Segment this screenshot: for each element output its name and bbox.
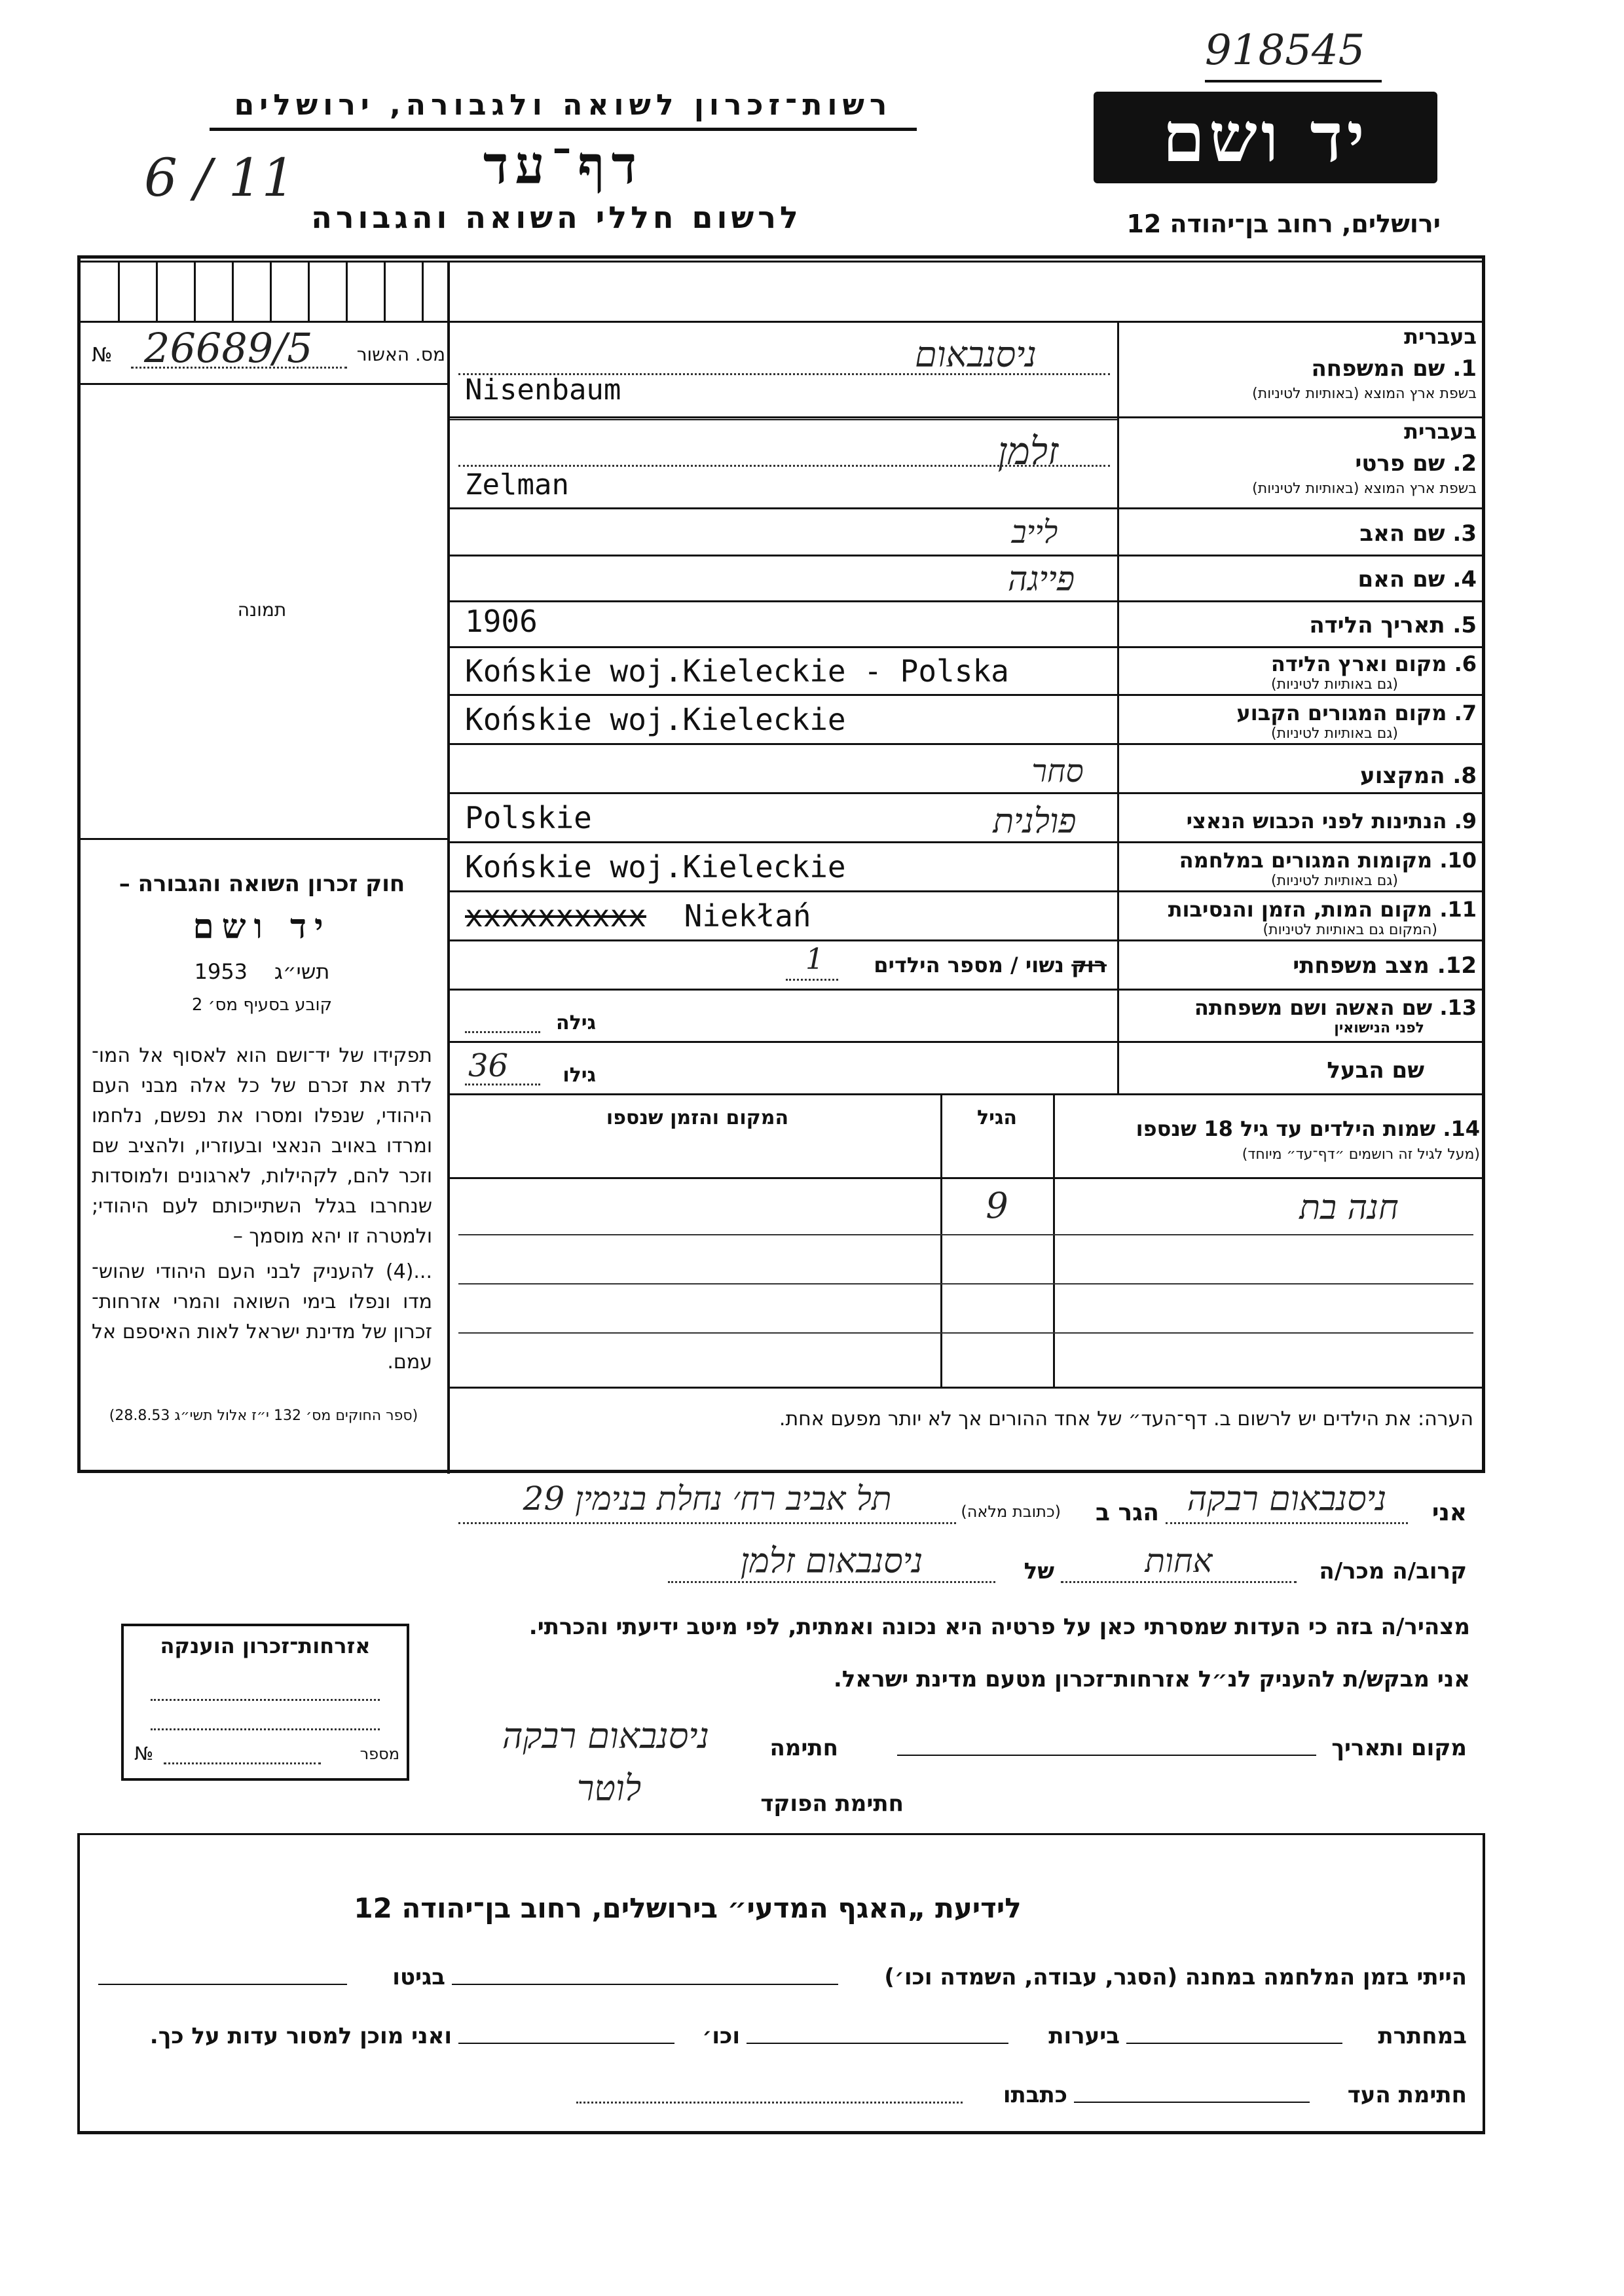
field-6-label: מקום וארץ הלידה (1270, 651, 1447, 676)
signature-value: ניסנבאום רבקה (502, 1715, 710, 1757)
field-2-num: 2. (1452, 450, 1477, 477)
declaration-relative-label: קרוב/ה מכר/ה (1319, 1558, 1467, 1584)
field-2-latin-sublabel: בשפת ארץ המוצא (באותיות לטיניות) (1252, 481, 1477, 497)
wife-age-label: גילה (556, 1011, 596, 1034)
law-title: חוק זכרון השואה והגבורה – (119, 871, 405, 897)
field-2-hebrew-sublabel: בעברית (1404, 419, 1477, 444)
field-7-num: 7. (1454, 701, 1477, 725)
logo-text: יד ושם (1162, 97, 1369, 177)
officer-value: לוטר (576, 1768, 642, 1809)
field-9-value-hebrew: פולנית (993, 802, 1077, 841)
field-7-label: מקום המגורים הקבוע (1236, 701, 1447, 725)
field-1-value-hebrew: ניסנבאום (915, 334, 1037, 375)
husband-age-label: גילו (563, 1064, 596, 1087)
field-12-label: מצב משפחתי (1293, 953, 1430, 979)
form-subtitle: לרשום חללי השואה והגבורה (311, 200, 802, 235)
bottom-title: לידיעת „האגף המדעי״ בירושלים, רחוב בן־יהודה 12 (354, 1892, 1022, 1924)
field-6-value: Końskie woj.Kieleckie - Polska (465, 653, 1009, 689)
declaration-i-label: אני (1431, 1499, 1467, 1526)
field-9-value: Polskie (465, 800, 592, 835)
bottom-line1-a: הייתי בזמן המלחמה במחנה (הסגר, עבודה, השמדה וכו׳) (884, 1964, 1467, 1990)
child-1-age: 9 (986, 1185, 1008, 1226)
field-11-value-struck: xxxxxxxxxx (465, 898, 646, 934)
field-11-sublabel: (המקום גם באותיות לטיניות) (1263, 922, 1437, 938)
bottom-line3-b: כתבתו (1003, 2082, 1067, 2108)
field-13-sublabel: לפני הנישואין (1334, 1020, 1424, 1036)
field-12-value-struck: רוק (1071, 953, 1107, 977)
citizenship-no-sign: № (134, 1743, 154, 1764)
field-8-label: המקצוע (1360, 763, 1445, 789)
field-11-label: מקום המות, הזמן והנסיבות (1168, 897, 1433, 922)
field-4-num: 4. (1452, 566, 1477, 592)
citizenship-title: אזרחות־זכרון הוענקה (160, 1633, 371, 1658)
declaration-statement-2: אני מבקש/ת להעניק לנ״ל אזרחות־זכרון מטעם מדינת ישראל. (833, 1666, 1470, 1692)
field-5-value: 1906 (465, 604, 538, 639)
law-year-line (85, 959, 439, 984)
field-3-label: שם האב (1359, 520, 1445, 547)
field-2-label: שם פרטי (1355, 450, 1445, 477)
field-9-num: 9. (1454, 809, 1477, 833)
husband-label: שם הבעל (1327, 1057, 1424, 1084)
field-12-value-text: נשוי / מספר הילדים (874, 953, 1065, 977)
field-10-num: 10. (1439, 848, 1477, 873)
field-8-num: 8. (1452, 763, 1477, 789)
field-10-label: מקומות המגורים במלחמה (1179, 848, 1433, 873)
field-6-sublabel: (גם באותיות לטיניות) (1271, 676, 1398, 693)
bottom-line2-a: במחתרת (1378, 2023, 1467, 2049)
bottom-line1-b: בגיטו (392, 1964, 445, 1990)
declaration-resident-label: הגר ב (1096, 1499, 1159, 1526)
law-text-2: ...(4) להעניק לבני העם היהודי שהוש־ מדו ונפלו בימי השואה והמרי אזרחות־ זכרון של מדינת ישראל לאות האיספם אל עמם. (92, 1260, 432, 1374)
children-place-header: המקום והזמן שנספו (606, 1106, 789, 1129)
field-13-num: 13. (1439, 995, 1477, 1020)
place-date-label: מקום ותאריך (1331, 1735, 1467, 1761)
field-1-latin-sublabel: בשפת ארץ המוצא (באותיות לטיניות) (1252, 386, 1477, 402)
field-10-sublabel: (גם באותיות לטיניות) (1271, 873, 1398, 889)
children-title: שמות הילדים עד גיל 18 שנספו (1135, 1116, 1436, 1141)
law-clause: קובע בסעיף מס׳ 2 (191, 995, 333, 1015)
field-13-label: שם האשה ושם משפחתה (1194, 995, 1433, 1020)
field-3-value-hebrew: לייב (1011, 514, 1058, 551)
field-1-hebrew-sublabel: בעברית (1404, 324, 1477, 349)
husband-age: 36 (468, 1048, 509, 1084)
field-6-num: 6. (1454, 651, 1477, 676)
remark: הערה: את הילדים יש לרשום ב. דף־העד״ של אחד ההורים אך לא יותר מפעם אחת. (779, 1408, 1473, 1430)
declaration-of-value: ניסנבאום זלמן (740, 1542, 923, 1581)
archive-number: 918545 (1205, 26, 1365, 75)
field-5-label: תאריך הלידה (1309, 612, 1445, 638)
declaration-of-label: של (1024, 1558, 1054, 1584)
field-4-label: שם האם (1357, 566, 1445, 592)
bottom-line2-c: וכו׳ (702, 2023, 740, 2049)
children-age-header: הגיל (977, 1106, 1017, 1129)
signature-label: חתימה (769, 1735, 838, 1761)
declaration-statement-1: מצהיר/ה בזה כי העדות שמסרתי כאן על פרטיה היא נכונה ואמתית, לפי מיטב ידיעתי והכרתי. (528, 1614, 1470, 1640)
approval-number: 26689/5 (144, 324, 313, 372)
child-1-name: חנה בת (1299, 1188, 1399, 1228)
field-5-num: 5. (1452, 612, 1477, 638)
law-name: יד ושם (193, 907, 331, 947)
field-9-label: הנתינות לפני הכבוש הנאצי (1186, 809, 1447, 833)
declaration-relation-value: אחות (1145, 1542, 1213, 1580)
bottom-line2-b: ביערות (1048, 2023, 1120, 2049)
margin-note: 6 / 11 (144, 147, 295, 208)
field-7-sublabel: (גם באותיות לטיניות) (1271, 725, 1398, 742)
law-year: 1953 (194, 959, 248, 984)
field-8-value-hebrew: סחר (1031, 753, 1084, 790)
field-10-value: Końskie woj.Kieleckie (465, 849, 846, 884)
field-1-value: Nisenbaum (465, 373, 621, 407)
approval-label: מס. האשור (356, 344, 445, 365)
field-2-value: Zelman (465, 468, 569, 501)
yad-vashem-logo (1094, 92, 1437, 183)
field-11-num: 11. (1439, 897, 1477, 922)
no-sign: № (92, 344, 113, 367)
bottom-line3-a: חתימת העד (1347, 2082, 1467, 2108)
field-12-num: 12. (1437, 953, 1477, 979)
law-text-1: תפקידו של יד־ושם הוא לאסוף אל המו־ לדת את זכרם של כל אלה מבני העם היהודי, שנפלו ומסרו את נפשם, נלחמו ומרדו באויב הנאצי ובעוזריו, ולהציב שם וזכר להם, לקהילות, לארגונים ולמוסדות שנחרבו בגלל השתייכותם לעם היהודי; ולמטרה זו יהא מוסמך – (92, 1044, 432, 1248)
field-12-children: 1 (805, 943, 824, 976)
bottom-line2-d: ואני מוכן למסור עדות על כך. (149, 2023, 452, 2049)
law-year-hebrew: תשי״ג (274, 959, 330, 984)
top-ruler (81, 263, 447, 321)
declaration-i-value: ניסנבאום רבקה (1187, 1480, 1387, 1519)
declaration-address-value: תל אביב רח׳ נחלת בנימין 29 (523, 1480, 892, 1518)
photo-label: תמונה (237, 599, 287, 621)
officer-label: חתימת הפוקד (760, 1791, 904, 1817)
law-source: (ספר החוקים מס׳ 132 י״ז אלול תשי״ג 28.8.53) (109, 1408, 418, 1424)
field-1-num: 1. (1452, 355, 1477, 382)
authority-line: רשות־זכרון לשואה ולגבורה, ירושלים (234, 88, 893, 122)
field-3-num: 3. (1452, 520, 1477, 547)
field-11-value: Niekłań (684, 898, 811, 934)
declaration-address-note: (כתובת מלאה) (961, 1503, 1061, 1521)
citizenship-number-label: מספר (360, 1745, 399, 1763)
address: ירושלים, רחוב בן־יהודה 12 (1126, 210, 1441, 238)
field-2-value-hebrew: זלמן (997, 429, 1059, 473)
children-num: 14. (1443, 1116, 1480, 1141)
children-subtitle: (מעל לגיל זה רושמים ״דף־עד״ מיוחד) (1242, 1146, 1480, 1163)
field-7-value: Końskie woj.Kieleckie (465, 702, 846, 737)
field-4-value-hebrew: פייגה (1007, 560, 1075, 599)
form-title: דף־עד (483, 134, 644, 196)
field-1-label: שם המשפחה (1311, 355, 1445, 382)
